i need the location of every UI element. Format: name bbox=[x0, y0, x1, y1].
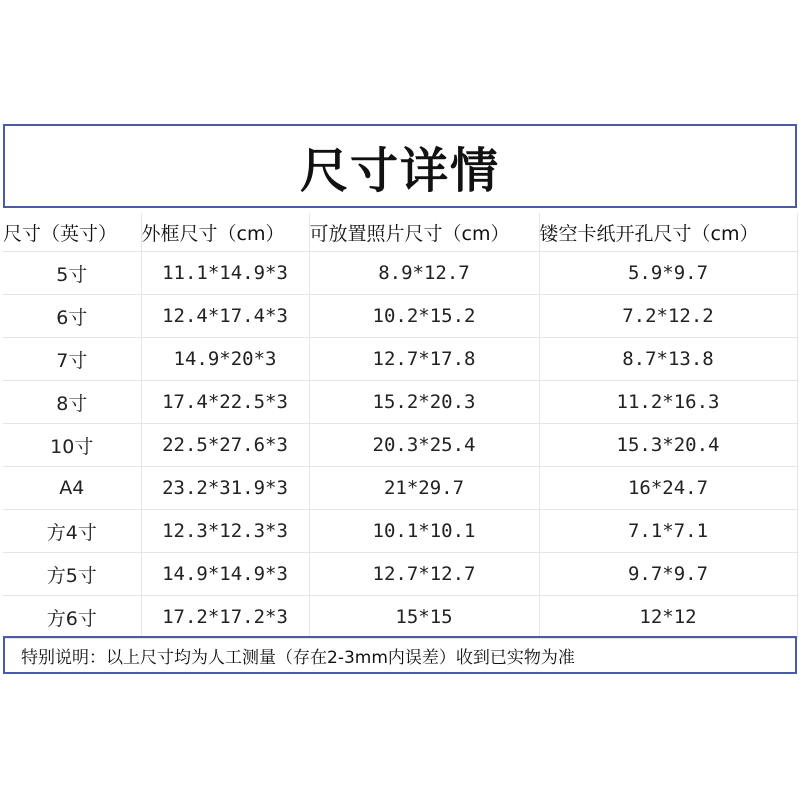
header-size-inch: 尺寸（英寸） bbox=[3, 213, 141, 252]
table-row bbox=[3, 424, 797, 467]
cell-outer-frame: 23.2*31.9*3 bbox=[141, 467, 309, 510]
cell-photo-size: 15.2*20.3 bbox=[309, 381, 539, 424]
cell-outer-frame: 14.9*14.9*3 bbox=[141, 553, 309, 596]
page-title: 尺寸详情 bbox=[299, 142, 500, 199]
header-outer-frame-size: 外框尺寸（cm） bbox=[141, 213, 309, 252]
cell-mat-opening: 16*24.7 bbox=[539, 467, 797, 510]
table-row bbox=[3, 510, 797, 553]
header-photo-size: 可放置照片尺寸（cm） bbox=[309, 213, 539, 252]
table-row bbox=[3, 338, 797, 381]
cell-size: 6寸 bbox=[3, 295, 141, 338]
size-spec-sheet bbox=[3, 124, 799, 676]
cell-mat-opening: 7.1*7.1 bbox=[539, 510, 797, 553]
cell-size: 方5寸 bbox=[3, 553, 141, 596]
measurement-note: 特别说明：以上尺寸均为人工测量（存在2-3mm内误差）收到已实物为准 bbox=[21, 647, 575, 668]
cell-mat-opening: 9.7*9.7 bbox=[539, 553, 797, 596]
cell-photo-size: 20.3*25.4 bbox=[309, 424, 539, 467]
cell-outer-frame: 22.5*27.6*3 bbox=[141, 424, 309, 467]
cell-size: 方4寸 bbox=[3, 510, 141, 553]
table-header-row bbox=[3, 213, 797, 252]
cell-photo-size: 21*29.7 bbox=[309, 467, 539, 510]
cell-size: 方6寸 bbox=[3, 596, 141, 639]
cell-mat-opening: 8.7*13.8 bbox=[539, 338, 797, 381]
cell-photo-size: 10.2*15.2 bbox=[309, 295, 539, 338]
cell-outer-frame: 17.2*17.2*3 bbox=[141, 596, 309, 639]
note-box bbox=[3, 636, 797, 674]
cell-mat-opening: 12*12 bbox=[539, 596, 797, 639]
table-row bbox=[3, 467, 797, 510]
cell-photo-size: 8.9*12.7 bbox=[309, 252, 539, 295]
table-row bbox=[3, 295, 797, 338]
cell-photo-size: 12.7*12.7 bbox=[309, 553, 539, 596]
cell-size: 5寸 bbox=[3, 252, 141, 295]
cell-mat-opening: 5.9*9.7 bbox=[539, 252, 797, 295]
cell-size: 8寸 bbox=[3, 381, 141, 424]
cell-outer-frame: 17.4*22.5*3 bbox=[141, 381, 309, 424]
cell-outer-frame: 14.9*20*3 bbox=[141, 338, 309, 381]
table-row bbox=[3, 553, 797, 596]
cell-photo-size: 10.1*10.1 bbox=[309, 510, 539, 553]
cell-size: 10寸 bbox=[3, 424, 141, 467]
cell-mat-opening: 11.2*16.3 bbox=[539, 381, 797, 424]
cell-size: 7寸 bbox=[3, 338, 141, 381]
cell-outer-frame: 12.3*12.3*3 bbox=[141, 510, 309, 553]
cell-mat-opening: 7.2*12.2 bbox=[539, 295, 797, 338]
cell-size: A4 bbox=[3, 467, 141, 510]
table-row bbox=[3, 252, 797, 295]
title-box bbox=[3, 124, 797, 208]
cell-mat-opening: 15.3*20.4 bbox=[539, 424, 797, 467]
size-table bbox=[3, 213, 798, 639]
cell-photo-size: 12.7*17.8 bbox=[309, 338, 539, 381]
cell-outer-frame: 12.4*17.4*3 bbox=[141, 295, 309, 338]
table-row bbox=[3, 596, 797, 639]
table-row bbox=[3, 381, 797, 424]
cell-photo-size: 15*15 bbox=[309, 596, 539, 639]
cell-outer-frame: 11.1*14.9*3 bbox=[141, 252, 309, 295]
header-mat-opening-size: 镂空卡纸开孔尺寸（cm） bbox=[539, 213, 797, 252]
